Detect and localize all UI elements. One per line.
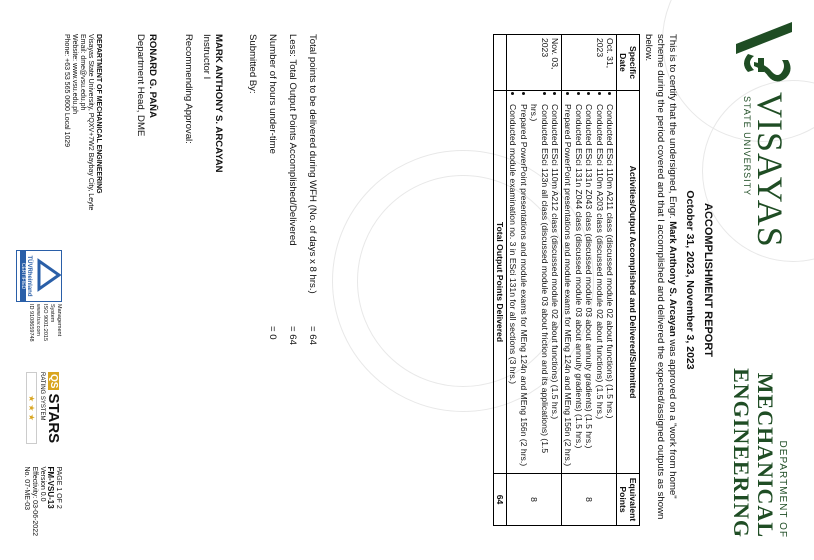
header-activities: Activities/Output Accomplished and Delivered/Submitted [617, 91, 640, 474]
university-logo-text [742, 92, 788, 248]
tuv-certified: CERTIFIED [20, 251, 26, 301]
report-title: ACCOMPLISHMENT REPORT [702, 203, 714, 357]
row-activities [561, 91, 616, 474]
qs-label: QS [48, 374, 59, 389]
tuv-label: TÜVRheinland [26, 255, 32, 297]
form-version: Version 0.0 [39, 466, 46, 502]
activity-item: • Conducted module examination no. 3 in ESci 131n for all sections (3 hrs.) [508, 104, 518, 470]
total-value: 64 [493, 474, 506, 526]
table-row [561, 35, 616, 526]
summary-line-1: Total points to be delivered during WFH (No. of days x 8 hrs.) [307, 34, 318, 294]
activity-item: • Conducted ESci 123n all class (discussed module 03 about friction and its applications) (1.5 hrs.) [529, 104, 550, 470]
header-date: Specific Date [617, 35, 640, 91]
summary-value-1: = 64 [307, 326, 318, 345]
dept-line2: ENGINEERING [729, 368, 754, 538]
submitter-title: Instructor I [201, 34, 212, 80]
tuv-triangle-icon [37, 251, 61, 299]
footer-address: Visayas State University, PQXV+7W2 Baybay City, Leyte [87, 34, 94, 211]
activity-item: • Conducted ESci 110m A203 class (discussed module 02 about functions) (1.5 hrs.) [594, 104, 604, 470]
form-effectivity: Effectivity: 03-06-2022 [31, 466, 38, 536]
table-header-row [617, 35, 640, 526]
tuv-web: www.tuv.com [35, 304, 41, 336]
form-rev: No. 07-ME-03 [23, 466, 30, 511]
footer-phone: Phone: +63 53 565 0600 Local 1029 [63, 34, 70, 148]
total-empty-cell [493, 35, 506, 91]
report-period: October 31, 2023, November 3, 2023 [684, 190, 696, 370]
activity-item: • Conducted ESci 131n Z043 class (discussed module 03 about annuity gradients) (1.5 hrs.) [584, 104, 594, 470]
dept-line1: MECHANICAL [753, 372, 778, 538]
activity-item: • Prepared PowerPoint presentations and module exams for MEng 124n and MEng 156n (2 hrs.) [518, 104, 528, 470]
table-row [506, 35, 561, 526]
footer-dept: DEPARTMENT OF MECHANICAL ENGINEERING [95, 34, 102, 194]
star-row-icon: ★ ★ ★ [26, 372, 37, 444]
university-name: VISAYAS [750, 92, 790, 248]
summary-line-2: Less: Total Output Points Accomplished/Delivered [287, 34, 298, 246]
activity-item: • Prepared PowerPoint presentations and module exams for MEng 124n and MEng 156n (2 hrs.) [563, 104, 573, 470]
intro-after: was approved on a "work from home" scheme during the period covered and that I accomplished and delivered the expected/assigned outputs as shown below. [643, 34, 678, 520]
page-number: PAGE 1 OF 2 [55, 466, 62, 509]
table-total-row [493, 35, 506, 526]
summary-line-3: Number of hours under-time [267, 34, 278, 154]
ms-line3: ISO 9001:2015 [42, 304, 48, 342]
recommending-label: Recommending Approval: [183, 34, 194, 144]
total-label: Total Output Points Delivered [493, 91, 506, 474]
activity-item: • Conducted ESci 110m A212 class (discussed module 02 about functions) (1.5 hrs.) [550, 104, 560, 470]
header-points: Equivalent Points [617, 474, 640, 526]
row-activities [506, 91, 561, 474]
intro-before: This is to certify that the undersigned, Engr. [667, 34, 678, 219]
row-points: 8 [561, 474, 616, 526]
row-date: Oct. 31, 2023 [561, 35, 616, 91]
page-info [22, 466, 62, 536]
footer-email: Email: dme@vsu.edu.ph [79, 34, 86, 111]
row-points: 8 [506, 474, 561, 526]
department-heading [729, 368, 788, 538]
submitted-by-label: Submitted By: [247, 34, 258, 94]
accomplishment-table [493, 34, 640, 526]
summary-value-2: = 64 [287, 326, 298, 345]
form-code: FM-VSU-13 [46, 466, 55, 509]
approver-name: RONARD G. PAÑA [147, 34, 158, 119]
qs-rating-system: RATING SYSTEM [39, 372, 45, 421]
summary-value-3: = 0 [267, 326, 278, 340]
tuv-meta [27, 304, 62, 342]
footer-contact [62, 34, 102, 210]
ms-line2: System [49, 304, 55, 323]
activity-item: • Conducted ESci 110m A211 class (discussed module 02 about functions) (1.5 hrs.) [605, 104, 615, 470]
qs-stars-label: STARS [45, 393, 62, 444]
tuv-id: ID 9108659748 [28, 304, 34, 342]
qs-stars-badge [16, 372, 62, 444]
footer-website: Website: www.vsu.edu.ph [71, 34, 78, 115]
intro-name: Mark Anthony S. Arcayan [667, 221, 678, 337]
submitter-name: MARK ANTHONY S. ARCAYAN [213, 34, 224, 173]
row-date: Nov. 03, 2023 [506, 35, 561, 91]
approver-title: Department Head, DME [135, 34, 146, 137]
tuv-badge [16, 250, 62, 302]
ms-line1: Management [56, 304, 62, 337]
vsu-logo-icon [734, 20, 794, 90]
dept-prefix: DEPARTMENT OF [777, 440, 788, 538]
activity-item: • Conducted ESci 131n Z044 class (discussed module 03 about annuity gradients) (1.5 hrs.) [573, 104, 583, 470]
university-subtitle: STATE UNIVERSITY [742, 96, 752, 197]
intro-paragraph [642, 34, 678, 534]
